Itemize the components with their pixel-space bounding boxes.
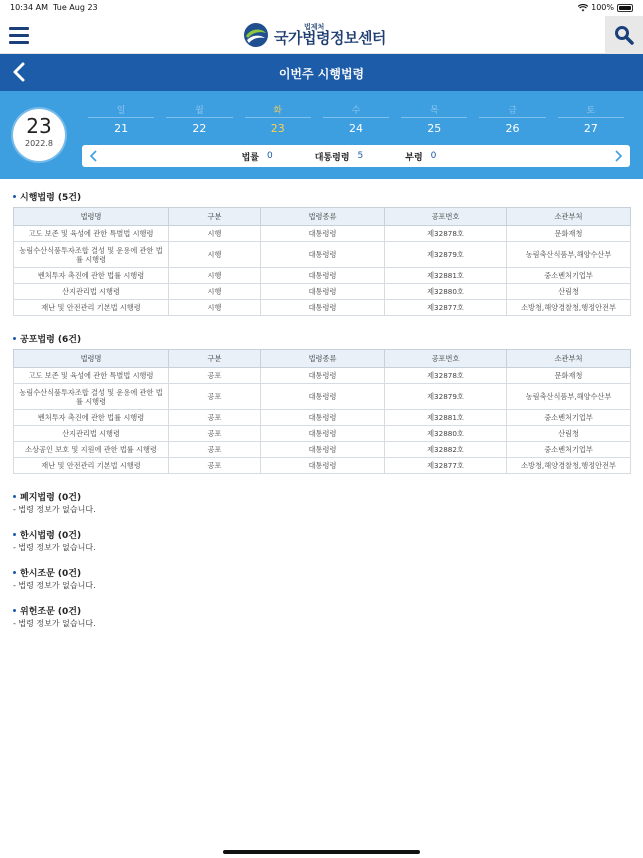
table-row[interactable]: 재난 및 안전관리 기본법 시행령 공포 대통령령 제32877호 소방청,해양경찰청,행정안전부: [14, 458, 631, 474]
column-header: 구분: [169, 208, 261, 226]
table-row[interactable]: 소상공인 보호 및 지원에 관한 법률 시행령 공포 대통령령 제32882호 중소벤처기업부: [14, 442, 631, 458]
week-selector: [0, 91, 643, 179]
wifi-icon: [578, 4, 588, 12]
empty-message: - 법령 정보가 없습니다.: [13, 543, 96, 552]
empty-message: - 법령 정보가 없습니다.: [13, 619, 96, 628]
temporary-law-section: [13, 528, 630, 553]
unconstitutional-article-section: [13, 604, 630, 629]
table-row[interactable]: 벤처투자 촉진에 관한 법률 시행령 시행 대통령령 제32881호 중소벤처기업부: [14, 268, 631, 284]
battery-percent: 100%: [591, 3, 614, 12]
empty-message: - 법령 정보가 없습니다.: [13, 581, 96, 590]
page-title: 이번주 시행법령: [278, 67, 365, 81]
day-column[interactable]: 토 27: [552, 103, 630, 135]
repealed-section: [13, 490, 630, 515]
column-header: 구분: [169, 350, 261, 368]
enforced-section: [13, 190, 630, 316]
count-label-law: 법률: [241, 152, 259, 163]
logo-subtitle: 법제처: [304, 23, 325, 31]
bullet-icon: [13, 495, 16, 498]
day-column[interactable]: 목 25: [395, 103, 473, 135]
table-row[interactable]: 벤처투자 촉진에 관한 법률 시행령 공포 대통령령 제32881호 중소벤처기업부: [14, 410, 631, 426]
promulgated-table: [13, 349, 631, 474]
status-bar: [0, 0, 643, 16]
promulgated-section: [13, 332, 630, 474]
battery-icon: [617, 4, 633, 12]
section-title: 폐지법령 (0건): [20, 492, 82, 503]
bullet-icon: [13, 571, 16, 574]
count-label-decree: 대통령령: [314, 152, 350, 163]
section-title: 한시조문 (0건): [20, 568, 82, 579]
selected-day: 23: [26, 114, 52, 138]
section-title: 시행법령 (5건): [20, 192, 82, 203]
logo-title: 국가법령정보센터: [274, 29, 386, 47]
bullet-icon: [13, 195, 16, 198]
column-header: 법령명: [14, 208, 169, 226]
bullet-icon: [13, 533, 16, 536]
prev-week-icon[interactable]: [88, 149, 100, 163]
search-icon: [614, 25, 634, 45]
count-value-ordinance: 0: [430, 151, 437, 161]
day-column[interactable]: 월 22: [160, 103, 238, 135]
home-indicator[interactable]: [223, 850, 420, 854]
day-column[interactable]: 일 21: [82, 103, 160, 135]
column-header: 법령종류: [261, 208, 385, 226]
section-title: 위헌조문 (0건): [20, 606, 82, 617]
table-row[interactable]: 농림수산식품투자조합 결성 및 운용에 관한 법률 시행령 시행 대통령령 제32879호 농림축산식품부,해양수산부: [14, 242, 631, 268]
menu-button[interactable]: [0, 16, 38, 54]
bullet-icon: [13, 337, 16, 340]
week-days: [82, 103, 630, 135]
empty-message: - 법령 정보가 없습니다.: [13, 505, 96, 514]
column-header: 법령종류: [261, 350, 385, 368]
column-header: 법령명: [14, 350, 169, 368]
next-week-icon[interactable]: [612, 149, 624, 163]
day-column[interactable]: 수 24: [317, 103, 395, 135]
day-column[interactable]: 금 26: [473, 103, 551, 135]
law-list-content: [13, 190, 630, 642]
law-count-bar: [82, 145, 630, 167]
table-row[interactable]: 산지관리법 시행령 시행 대통령령 제32880호 산림청: [14, 284, 631, 300]
count-value-law: 0: [267, 151, 273, 161]
column-header: 소관부처: [507, 208, 631, 226]
table-row[interactable]: 산지관리법 시행령 공포 대통령령 제32880호 산림청: [14, 426, 631, 442]
status-time: 10:34 AM Tue Aug 23: [10, 3, 98, 12]
table-row[interactable]: 농림수산식품투자조합 결성 및 운용에 관한 법률 시행령 공포 대통령령 제32879호 농림축산식품부,해양수산부: [14, 384, 631, 410]
hamburger-icon: [9, 27, 29, 30]
column-header: 소관부처: [507, 350, 631, 368]
table-row[interactable]: 고도 보존 및 육성에 관한 특별법 시행령 시행 대통령령 제32878호 문화재청: [14, 226, 631, 242]
section-title: 한시법령 (0건): [20, 530, 82, 541]
bullet-icon: [13, 609, 16, 612]
table-row[interactable]: 재난 및 안전관리 기본법 시행령 시행 대통령령 제32877호 소방청,해양경찰청,행정안전부: [14, 300, 631, 316]
column-header: 공포번호: [385, 208, 507, 226]
table-row[interactable]: 고도 보존 및 육성에 관한 특별법 시행령 공포 대통령령 제32878호 문화재청: [14, 368, 631, 384]
column-header: 공포번호: [385, 350, 507, 368]
app-header: [0, 16, 643, 54]
temporary-article-section: [13, 566, 630, 591]
section-title: 공포법령 (6건): [20, 334, 82, 345]
title-bar: [0, 54, 643, 91]
selected-date: [13, 109, 65, 161]
enforced-table: [13, 207, 631, 316]
selected-year-month: 2022.8: [25, 139, 53, 148]
count-label-ordinance: 부령: [405, 152, 423, 163]
day-column-today[interactable]: 화 23: [239, 103, 317, 135]
search-button[interactable]: [605, 16, 643, 54]
logo-emblem-icon: [243, 22, 269, 48]
count-value-decree: 5: [357, 151, 364, 161]
logo[interactable]: [243, 20, 386, 50]
